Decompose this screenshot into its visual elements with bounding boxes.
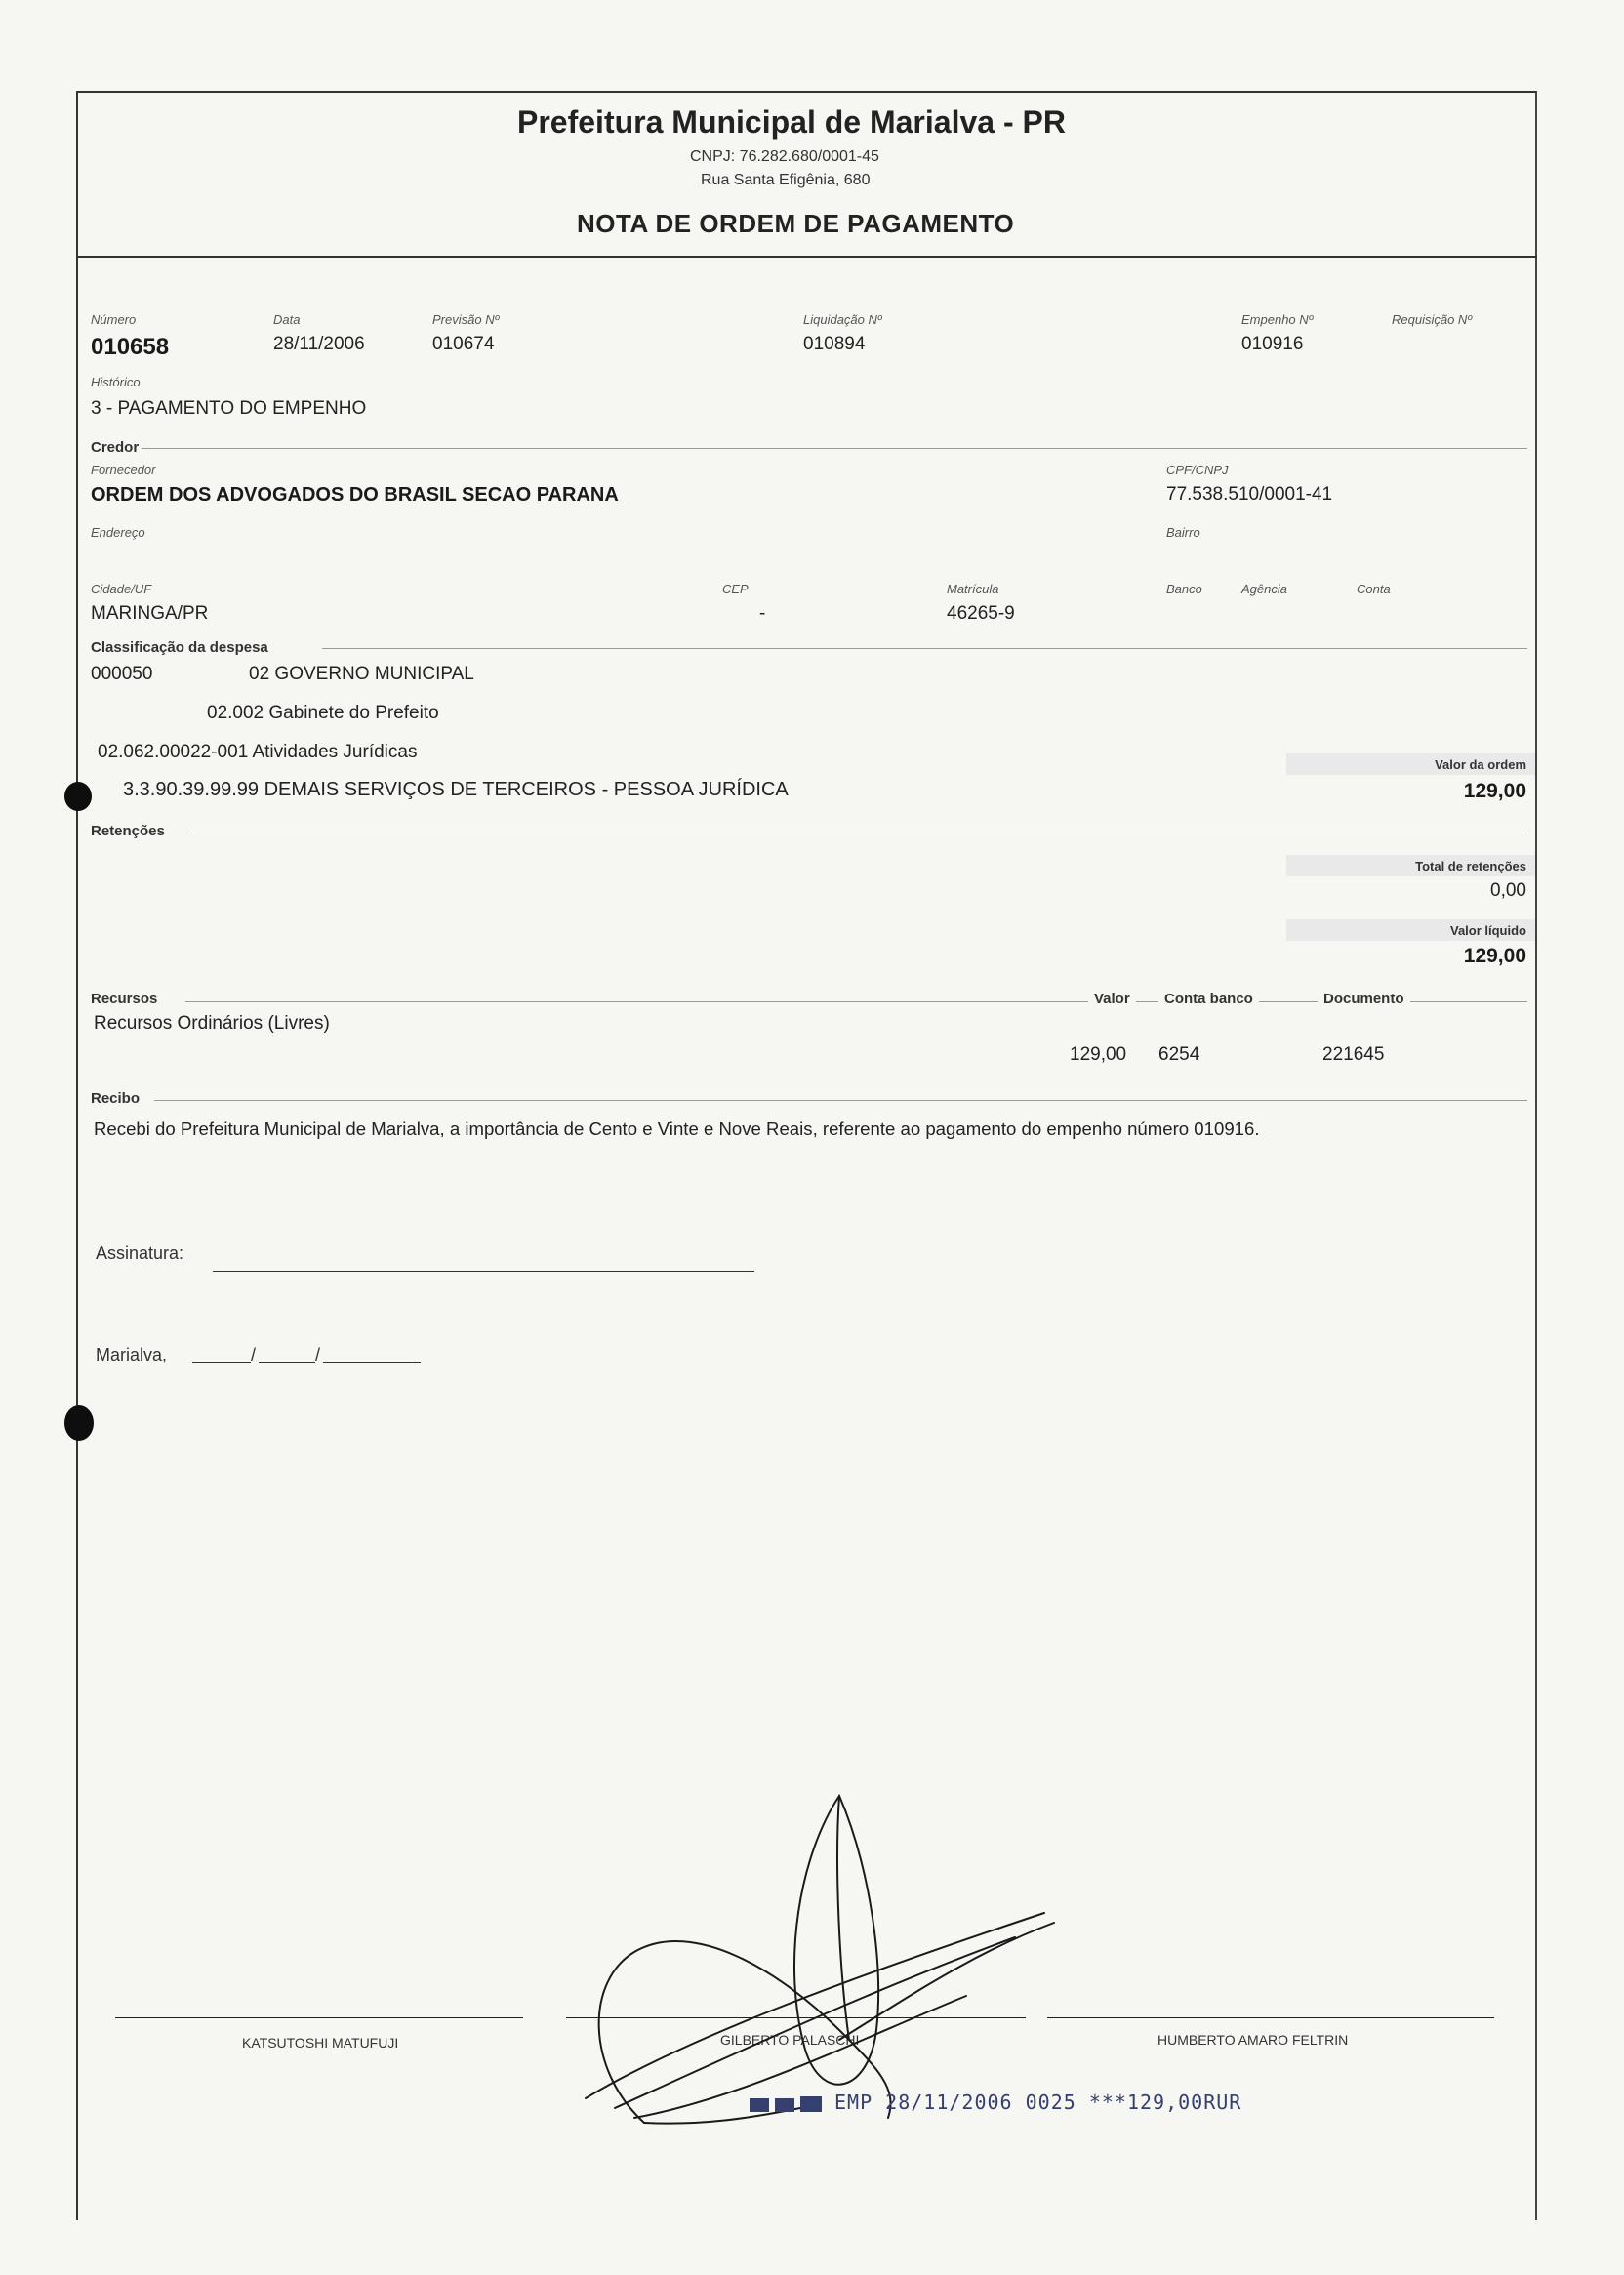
- valor-ordem-label: Valor da ordem: [1435, 757, 1526, 772]
- binder-hole: [64, 782, 92, 811]
- assinatura-line[interactable]: [213, 1271, 754, 1272]
- empenho-label: Empenho Nº: [1241, 312, 1314, 327]
- recursos-conta-label: Conta banco: [1158, 991, 1259, 1007]
- requisicao-label: Requisição Nº: [1392, 312, 1473, 327]
- liquidacao-value: 010894: [803, 334, 866, 354]
- signature-line-1: [115, 2017, 523, 2018]
- recibo-text: Recebi do Prefeitura Municipal de Marialva, a importância de Cento e Vinte e Nove Reais, referente ao pagamento do empenho número 010916.: [94, 1118, 1260, 1139]
- empenho-value: 010916: [1241, 334, 1304, 354]
- numero-label: Número: [91, 312, 137, 327]
- previsao-label: Previsão Nº: [432, 312, 500, 327]
- header-cnpj: CNPJ: 76.282.680/0001-45: [690, 148, 879, 165]
- retencoes-section-label: Retenções: [91, 823, 165, 839]
- valor-ordem-value: 129,00: [1463, 780, 1526, 802]
- banco-label: Banco: [1166, 582, 1202, 596]
- date-sep-2: /: [315, 1345, 321, 1364]
- matricula-value: 46265-9: [947, 603, 1015, 624]
- cpf-value: 77.538.510/0001-41: [1166, 484, 1333, 505]
- assinatura-label: Assinatura:: [96, 1243, 184, 1263]
- data-value: 28/11/2006: [273, 334, 365, 354]
- endereco-label: Endereço: [91, 525, 145, 540]
- signature-name-2: GILBERTO PALASCHI: [720, 2032, 860, 2048]
- header-address: Rua Santa Efigênia, 680: [701, 172, 871, 188]
- signature-name-1: KATSUTOSHI MATUFUJI: [242, 2035, 399, 2051]
- signature-name-3: HUMBERTO AMARO FELTRIN: [1157, 2032, 1349, 2048]
- cidade-value: MARINGA/PR: [91, 603, 209, 624]
- liquidacao-label: Liquidação Nº: [803, 312, 882, 327]
- credor-divider: [142, 448, 1527, 449]
- total-retencoes-value: 0,00: [1490, 880, 1526, 901]
- recursos-valor: 129,00: [1070, 1044, 1127, 1065]
- numero-value: 010658: [91, 334, 170, 360]
- previsao-value: 010674: [432, 334, 495, 354]
- date-day-line[interactable]: [192, 1362, 251, 1363]
- data-label: Data: [273, 312, 301, 327]
- cep-label: CEP: [722, 582, 749, 596]
- binder-hole: [64, 1405, 94, 1441]
- valor-liquido-value: 129,00: [1463, 945, 1526, 967]
- recibo-divider: [154, 1100, 1527, 1101]
- matricula-label: Matrícula: [947, 582, 999, 596]
- classificacao-line4: 3.3.90.39.99.99 DEMAIS SERVIÇOS DE TERCEIROS - PESSOA JURÍDICA: [123, 779, 789, 800]
- valor-liquido-label: Valor líquido: [1449, 923, 1526, 938]
- bairro-label: Bairro: [1166, 525, 1200, 540]
- total-retencoes-label: Total de retenções: [1415, 859, 1526, 873]
- historico-value: 3 - PAGAMENTO DO EMPENHO: [91, 398, 367, 419]
- conta-label: Conta: [1357, 582, 1391, 596]
- header-divider: [76, 256, 1537, 258]
- document-title: NOTA DE ORDEM DE PAGAMENTO: [577, 209, 1015, 238]
- credor-section-label: Credor: [91, 439, 140, 456]
- handwritten-signature: [547, 1747, 1132, 2137]
- bank-stamp-mark: [750, 2094, 826, 2114]
- date-year-line[interactable]: [323, 1362, 421, 1363]
- date-sep-1: /: [251, 1345, 257, 1364]
- recursos-valor-label: Valor: [1088, 991, 1136, 1007]
- classificacao-line2: 02.002 Gabinete do Prefeito: [207, 703, 439, 723]
- classificacao-divider: [322, 648, 1527, 649]
- recursos-section-label: Recursos: [91, 991, 158, 1007]
- local-label: Marialva,: [96, 1345, 168, 1364]
- cidade-label: Cidade/UF: [91, 582, 152, 596]
- classificacao-line1: 02 GOVERNO MUNICIPAL: [249, 664, 474, 684]
- recibo-section-label: Recibo: [91, 1090, 141, 1107]
- classificacao-line3: 02.062.00022-001 Atividades Jurídicas: [98, 742, 418, 762]
- cep-value: -: [759, 603, 766, 624]
- cpf-label: CPF/CNPJ: [1166, 463, 1229, 477]
- bank-stamp-text: EMP 28/11/2006 0025 ***129,00RUR: [834, 2091, 1242, 2114]
- page-title: Prefeitura Municipal de Marialva - PR: [517, 104, 1066, 140]
- recursos-descricao: Recursos Ordinários (Livres): [94, 1013, 330, 1034]
- classificacao-section-label: Classificação da despesa: [91, 639, 268, 656]
- agencia-label: Agência: [1241, 582, 1287, 596]
- recursos-documento-label: Documento: [1318, 991, 1410, 1007]
- historico-label: Histórico: [91, 375, 141, 389]
- fornecedor-label: Fornecedor: [91, 463, 156, 477]
- classificacao-code: 000050: [91, 664, 153, 684]
- recursos-documento: 221645: [1322, 1044, 1385, 1065]
- date-month-line[interactable]: [259, 1362, 315, 1363]
- recursos-conta: 6254: [1158, 1044, 1200, 1065]
- fornecedor-value: ORDEM DOS ADVOGADOS DO BRASIL SECAO PARANA: [91, 484, 619, 506]
